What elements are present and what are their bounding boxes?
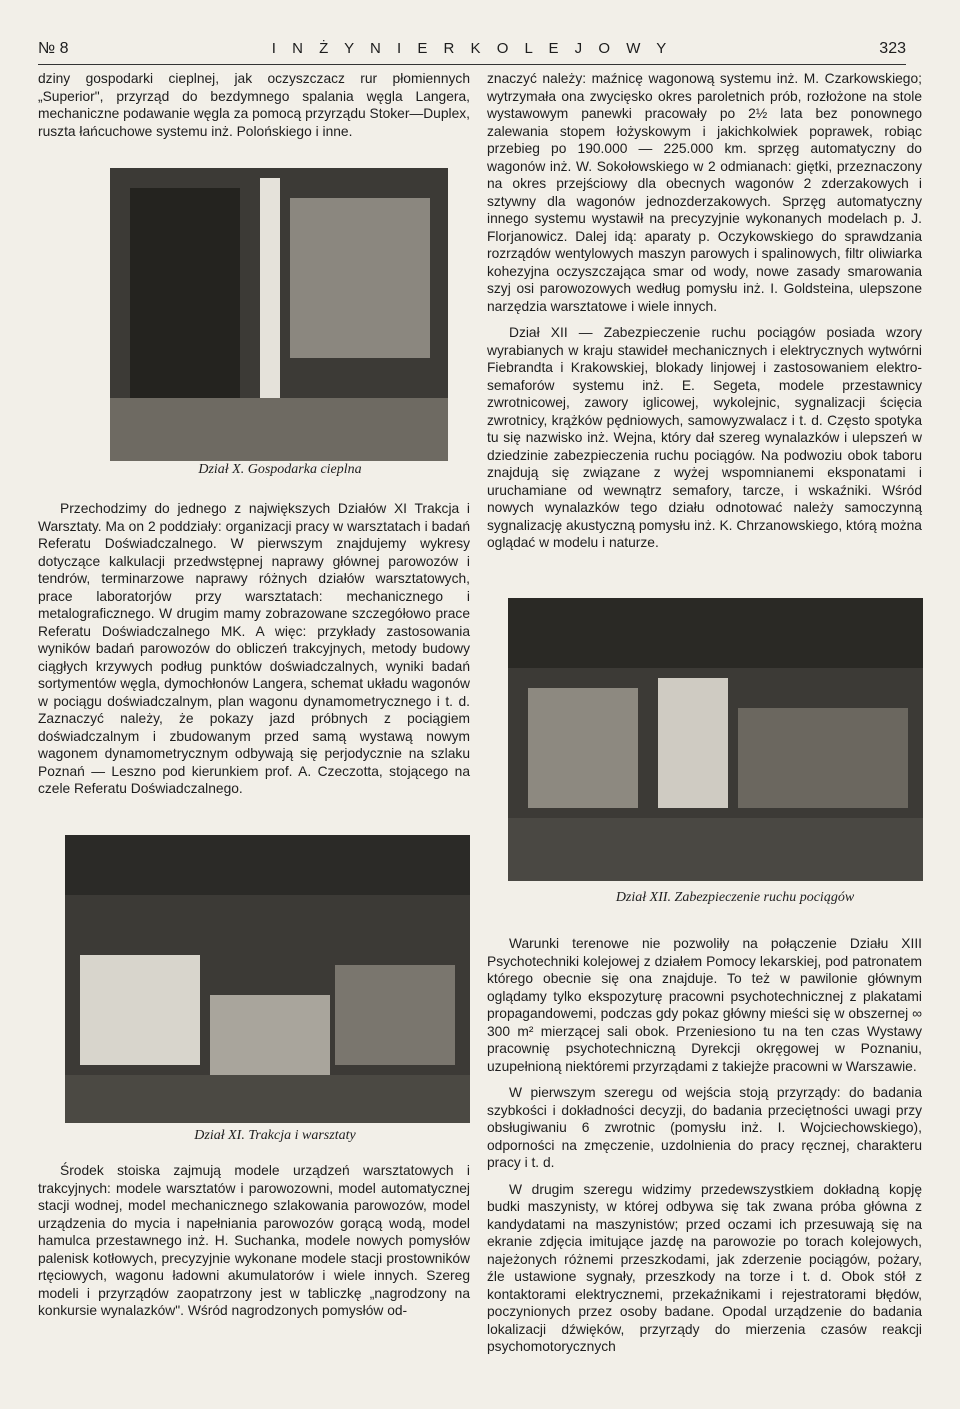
photo-dzial-x [110,168,448,461]
page-header [38,40,906,66]
photo-dzial-xi [65,835,470,1123]
right-paragraph-4: W pierwszym szeregu od wejścia stoją przyrządy: do badania szybkości i dokładności decyzji, do badania przeciętności uwagi przy obsługiwaniu 6 zwrotnic (pomysłu inż. I. Wojciechowskiego), odporności na zmęczenie, uzdolnienia do pracy ręcznej, charakteru pracy i t. d. [487,1085,922,1170]
right-top [487,70,922,561]
right-bottom [487,935,922,1365]
left-bottom [38,1162,470,1329]
journal-title: I N Ż Y N I E R K O L E J O W Y [271,40,673,57]
caption-dzial-x: Dział X. Gospodarka cieplna [198,462,362,477]
right-paragraph-1: znaczyć należy: maźnicę wagonową systemu inż. M. Czarkowskiego; wytrzymała ona zwycięsko okres paroletnich prób, rozłożone na stole wystawowym panewki pracowały po 2½ lata bez ponownego zalewania stopem łożyskowym i jakichkolwiek poprawek, robiąc przebieg po 190.000 — 225.000 km. sprzęg automatyczny do wagonów inż. W. Sokołowskiego w 2 odmianach: giętki, przeznaczony na okres przejściowy dla obecnych wagonów 2 zderzakowych i sztywny dla wagonów jednozderzakowych. Sprzęg automatyczny innego systemu wystawił na precyzyjnie wykonanych modelach p. J. Florjanowicz. Dalej idą: aparaty p. Oczykowskiego do sprawdzania rozrządów wentylowych maszyn parowych i spalinowych, filtr oliwiarka kohezyjna oczyszczająca smar od wody, nowe zasady smarowania szyj osi parowozowych według pomysłu inż. I. Goldsteina, ulepszone narzędzia warsztatowe i wiele innych. [487,71,922,314]
left-main [38,500,470,807]
header-rule [38,64,906,65]
right-paragraph-3: Warunki terenowe nie pozwoliły na połączenie Działu XIII Psychotechniki kolejowej z działem Pomocy lekarskiej, pod patronatem którego obecnie się ona znajduje. To też w pawilonie głównym oglądamy tylko ekspozyturę pracowni psychotechnicznej z plakatami propagandowemi, podczas gdy pokaz główny mieści się w obszernej ∞ 300 m² mierzącej sali obok. Przeniesiono tu na ten czas Wystawy pracownię psychotechniczną Dyrekcji okręgowej w Poznaniu, uzupełnioną niektóremi przyrządami z takiejże pracowni w Warszawie. [487,936,922,1074]
photo-dzial-xii [508,598,923,881]
page-number: 323 [879,40,906,57]
caption-dzial-xi: Dział XI. Trakcja i warsztaty [194,1128,356,1143]
issue-number: № 8 [38,40,69,57]
left-paragraph-2: Przechodzimy do jednego z największych Działów XI Trakcja i Warsztaty. Ma on 2 poddziały: organizacji pracy w warsztatach i badań Referatu Doświadczalnego. W pierwszym znajdujemy wykresy dotyczące kalkulacji przedwstępnej naprawy głównej parowozów i tendrów, terminarzowe naprawy różnych działów warsztatowych, prace laboratorjów przy warsztatach: mechanicznego i metalograficznego. W drugim mamy zobrazowane szczegółowo prace Referatu Doświadczalnego MK. A więc: przykłady zastosowania wyników badań parowozów do obliczeń trakcyjnych, metody budowy ciągłych krzywych podług punktów doświadczalnych, wyniki badań sortymentów węgla, dymochłonów Langera, schemat układu wagonów w pociągu doświadczalnym, plan wagonu dynamometrycznego i t. d. Zaznaczyć należy, że pokazy jazd próbnych z pociągiem doświadczalnym i zbudowanym przed samą wystawą nowym wagonem dynamometrycznym odbywają się perjodycznie na szlaku Poznań — Leszno pod kierunkiem prof. A. Czeczotta, stojącego na czele Referatu Doświadczalnego. [38,501,470,796]
right-paragraph-5: W drugim szeregu widzimy przedewszystkiem dokładną kopję budki maszynisty, w której odbywa się tak zwana próba główna z kandydatami na maszynistów; przed oczami ich przesuwają się na ekranie zdjęcia imitujące jazdę na parowozie po torach kolejowych, najeżonych różnemi przeszkodami, jak zderzenie pociągów, pożary, źle ustawione sygnały, przeszkody na torze i t. d. Obok stół z kontaktorami elektrycznemi, przekaźnikami i rejestratorami błędów, poczynionych przez osoby badane. Opodal urządzenie do badania lokalizacji dźwięków, przyrządy do mierzenia czasów reakcji psychomotorycznych [487,1181,922,1354]
left-paragraph-3: Środek stoiska zajmują modele urządzeń warsztatowych i trakcyjnych: modele warsztatów i parowozowni, model automatycznej stacji wodnej, model mechanicznego szlakowania parowozów, model urządzenia do mycia i napełniania parowozów gorącą wodą, model hamulca przestawnego inż. H. Suchanka, modele nowych pomysłów palenisk kotłowych, precyzyjnie wykonane modele stacji prostowników rtęciowych, wagonu ładowni akumulatorów i wiele innych. Szereg modeli i przyrządów zaopatrzony jest w tabliczkę „nagrodzony na konkursie wynalazków". Wśród nagrodzonych pomysłów od- [38,1163,470,1318]
left-intro [38,70,470,149]
left-intro-text: dziny gospodarki cieplnej, jak oczyszczacz rur płomiennych „Superior", przyrząd do bezdymnego spalania węgla Langera, mechaniczne podawanie węgla za pomocą przyrządu Stoker—Duplex, ruszta łańcuchowe systemu inż. Polońskiego i inne. [38,71,470,139]
caption-dzial-xii: Dział XII. Zabezpieczenie ruchu pociągów [615,890,855,905]
right-paragraph-2: Dział XII — Zabezpieczenie ruchu pociągów posiada wzory wyrabianych w kraju stawideł mechanicznych i elektrycznych wytwórni Fiebrandta i Krakowskiej, blokady linjowej i zastosowaniem elektro-semaforów systemu inż. E. Segeta, modele przestawnicy zwrotnicowej, zawory iglicowej, wykolejnic, sygnalizacji ścięcia zwrotnicy, krążków pędniowych, samowyzwalacz i t. d. Często spotyka tu się nazwisko inż. Wejna, który dał szereg wynalazków i ulepszeń w dziedzinie zabezpieczenia ruchu pociągów. Na podwoziu obok taboru znajdują się związane z wyżej wspomnianemi eksponatami i uruchamiane od wewnątrz semafory, tarcze, i wskaźniki. Wśród nowych wynalazków tego działu odnotować należy samoczynną sygnalizację akustyczną pomysłu inż. K. Chrzanowskiego, którą można oglądać w modelu i naturze. [487,325,922,550]
